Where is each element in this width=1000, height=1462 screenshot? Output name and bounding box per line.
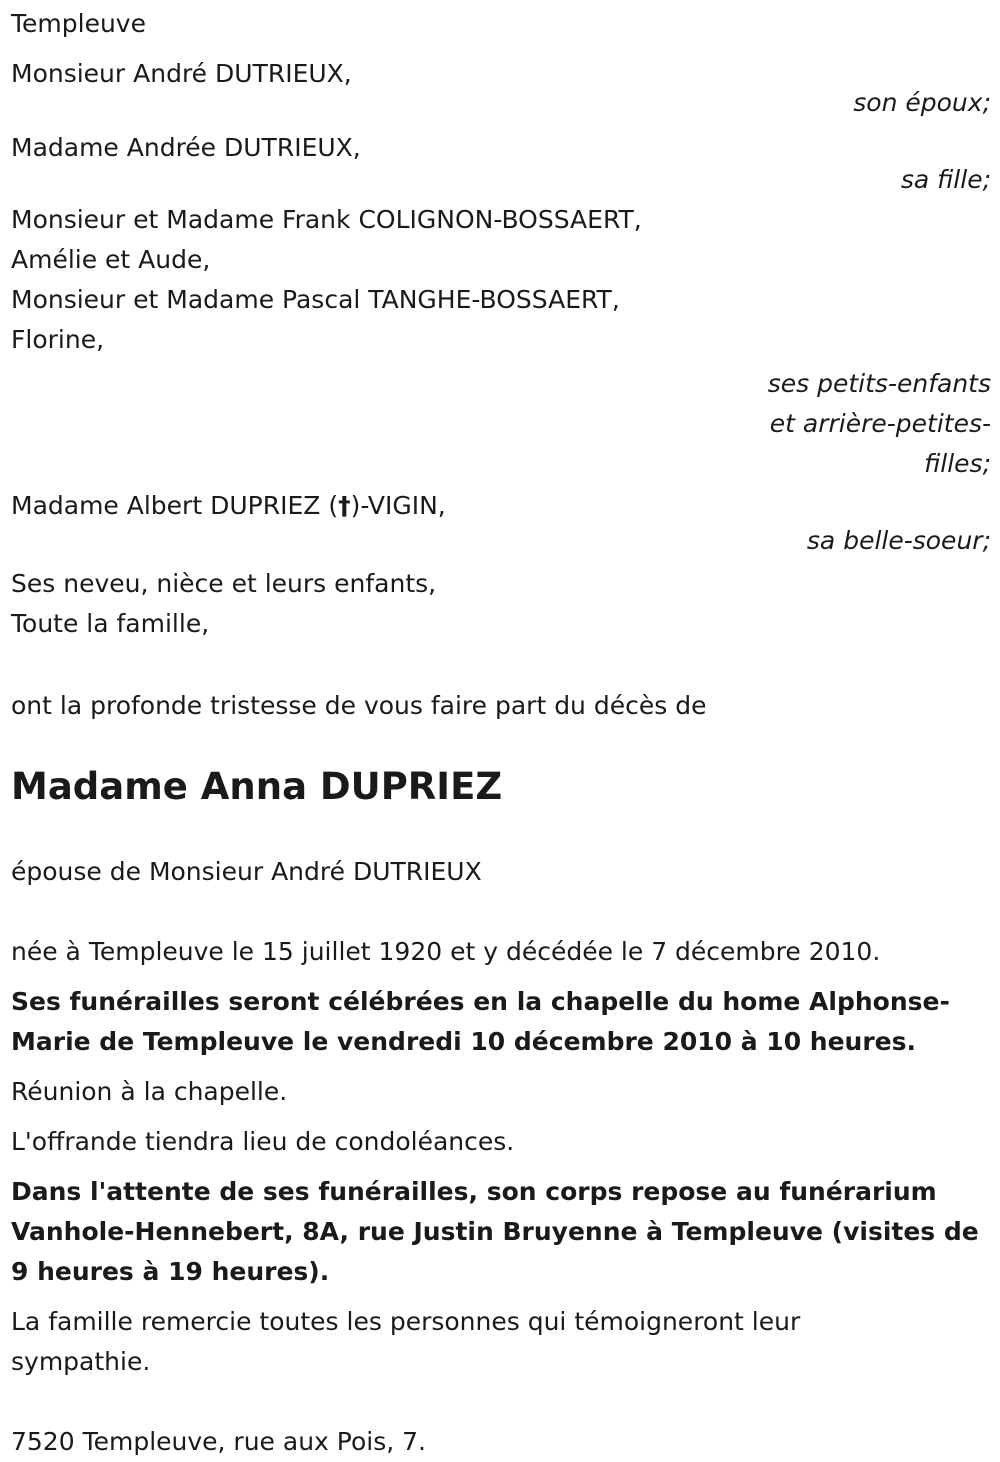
place-header: Templeuve [11, 9, 146, 38]
offering-line: L'offrande tiendra lieu de condoléances. [11, 1127, 515, 1156]
grandchildren-line: Monsieur et Madame Frank COLIGNON-BOSSAERT, [11, 205, 642, 234]
meeting-line: Réunion à la chapelle. [11, 1077, 288, 1106]
other-family [11, 564, 991, 644]
grandchildren-relation-line: et arrière-petites- [769, 409, 991, 438]
sister-in-law-post: )-VIGIN, [350, 491, 446, 520]
grandchildren-line: Florine, [11, 325, 105, 354]
spouse-line: épouse de Monsieur André DUTRIEUX [11, 857, 482, 886]
sister-in-law-name [11, 486, 991, 526]
funeral-details: Ses funérailles seront célébrées en la chapelle du home Alphonse-Marie de Templeuve le vendredi 10 décembre 2010 à 10 heures. [11, 987, 950, 1056]
other-family-line: Ses neveu, nièce et leurs enfants, [11, 569, 437, 598]
husband-relation: son époux; [853, 88, 991, 117]
other-family-line: Toute la famille, [11, 609, 210, 638]
obituary-notice [11, 4, 991, 1462]
grandchildren-line: Monsieur et Madame Pascal TANGHE-BOSSAERT, [11, 285, 620, 314]
grandchildren-relation-line: filles; [924, 449, 991, 478]
address-line: 7520 Templeuve, rue aux Pois, 7. [11, 1427, 426, 1456]
daughter-relation: sa fille; [900, 165, 991, 194]
grandchildren-relation-line: ses petits-enfants [767, 369, 991, 398]
thanks-line: La famille remercie toutes les personnes qui témoigneront leur sympathie. [11, 1307, 801, 1376]
birth-death-line: née à Templeuve le 15 juillet 1920 et y décédée le 7 décembre 2010. [11, 937, 881, 966]
grandchildren-relation [11, 364, 991, 484]
funerarium-details: Dans l'attente de ses funérailles, son corps repose au funérarium Vanhole-Hennebert, 8A, rue Justin Bruyenne à Templeuve (visites de 9 heures à 19 heures). [11, 1177, 979, 1286]
sister-in-law-pre: Madame Albert DUPRIEZ ( [11, 491, 339, 520]
announcement: ont la profonde tristesse de vous faire part du décès de [11, 691, 707, 720]
husband-name: Monsieur André DUTRIEUX, [11, 59, 352, 88]
deceased-name: Madame Anna DUPRIEZ [11, 765, 503, 808]
daughter-name: Madame Andrée DUTRIEUX, [11, 133, 361, 162]
grandchildren-line: Amélie et Aude, [11, 245, 211, 274]
sister-in-law-relation: sa belle-soeur; [806, 526, 991, 555]
cross-icon: † [338, 491, 351, 520]
grandchildren-list [11, 200, 991, 360]
